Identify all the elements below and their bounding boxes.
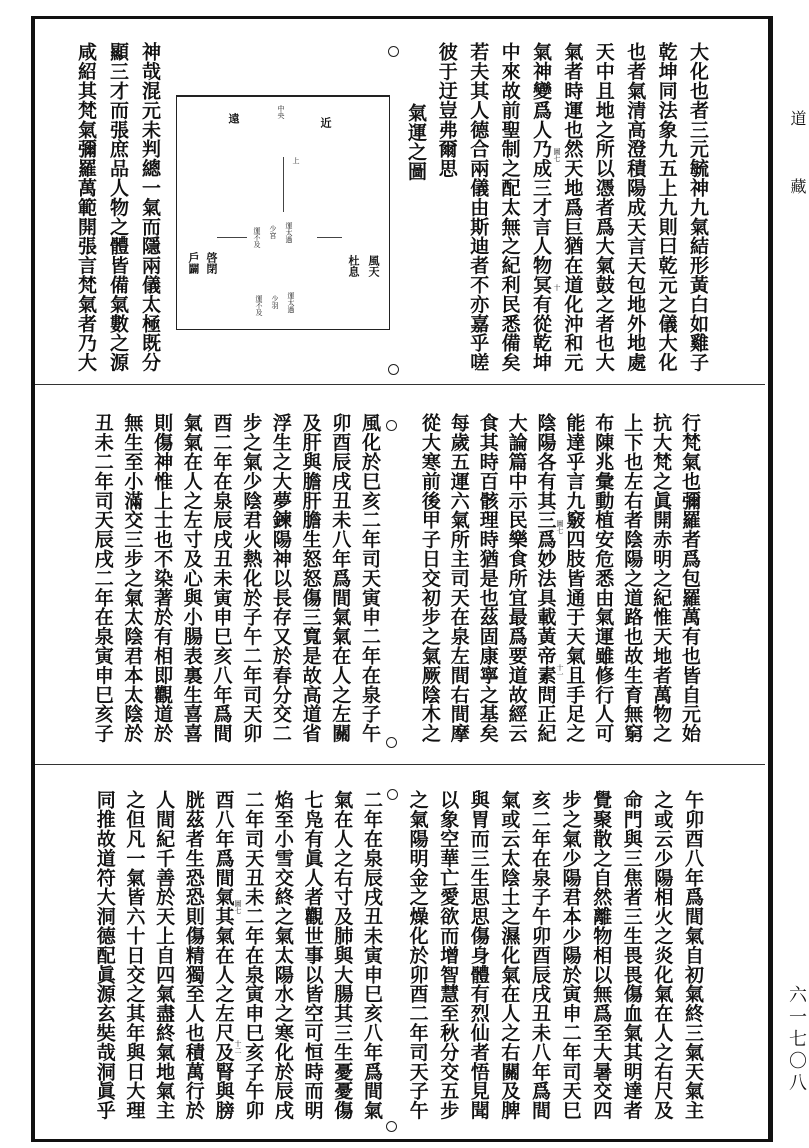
text-column: 顯三才而張庶品人物之體皆備氣數之源 (107, 42, 129, 372)
text-column: 步之氣少陽君本少陽於寅申二年司天巳 (559, 790, 582, 1120)
text-column: 從大寒前後甲子日交初步之氣厥陰木之 (418, 413, 441, 743)
text-column: 神哉混元未判總一氣而隱兩儀太極既分 (139, 42, 161, 372)
diagram-label: 啓閉 (205, 252, 218, 274)
diagram-label: 運不及 (253, 227, 261, 248)
text-column: 陰陽各有其三爲妙法具載黃帝素問正紀 (534, 413, 557, 743)
text-column: 氣在人之右寸及肺與大腸其三生憂憂傷 (331, 790, 354, 1120)
text-column: 氣或云太陰土之濕化氣在人之右關及脾 (498, 790, 521, 1120)
text-column: 與胃而三生思思傷身體有烈仙者悟見聞 (467, 790, 490, 1120)
diagram-label: 運不及 (255, 295, 263, 316)
text-column: 無生至小滿交三步之氣太陰君本太陰於 (121, 413, 144, 743)
text-column: 以象空華亡愛欲而增智慧至秋分交五步 (437, 790, 460, 1120)
text-column: 天中且地之所以憑者爲大氣鼓之者也大 (592, 42, 615, 372)
text-column: 命門與三焦者三生畏畏傷血氣其明達者 (620, 790, 643, 1120)
diagram-label: 風天 (367, 255, 380, 277)
text-column: 若夫其人德合兩儀由斯迪者不亦嘉乎嗟 (467, 42, 490, 372)
fold-circle (388, 364, 399, 375)
text-column: 大化也者三元毓神九氣結形黃白如雞子 (687, 42, 709, 372)
text-column: 焰至小雪交終之氣太陽水之寒化於辰戌 (271, 790, 294, 1120)
folio-marker: 十 (553, 284, 561, 291)
panel-divider (35, 384, 765, 385)
text-column: 抗大梵之眞開赤明之紀惟天地者萬物之 (650, 413, 673, 743)
text-column: 胱茲者生恐恐則傷精獨至人也積萬行於 (182, 790, 205, 1120)
margin-volume: 藏 (788, 178, 807, 194)
text-column: 咸紹其梵氣彌羅萬範開張言梵氣者乃大 (75, 42, 97, 372)
figure-marker: 圖七 (556, 520, 564, 534)
text-column: 上下也左右者陰陽之道路也故生育無窮 (621, 413, 644, 743)
figure-marker: 圖七 (234, 900, 242, 914)
folio-marker: 十二 (234, 1040, 242, 1054)
text-column: 食其時百骸理時猶是也茲固康寧之基矣 (476, 413, 499, 743)
text-column: 風化於巳亥二年司天寅申二年在泉子午 (359, 413, 381, 743)
text-column: 酉二年在泉辰戌丑未寅申巳亥八年爲間 (210, 413, 233, 743)
text-column: 氣氣在人之左寸及心與小腸表裏生喜喜 (180, 413, 203, 743)
diagram-label: 戶闢 (187, 252, 200, 274)
text-column: 布陳兆彙動植安危悉由氣運雖修行人可 (592, 413, 615, 743)
diagram-label: 運太過 (285, 222, 293, 243)
text-column: 卯酉辰戌丑未八年爲間氣氣在人之左關 (329, 413, 352, 743)
diagram-label: 運太過 (287, 292, 295, 313)
text-column: 酉八年爲間氣其氣在人之左尺及腎與膀 (212, 790, 235, 1120)
diagram-label: 中央 (277, 105, 285, 119)
text-column: 二年在泉辰戌丑未寅申巳亥八年爲間氣 (361, 790, 383, 1120)
text-column: 中來故前聖制之配太無之紀利民悉備矣 (498, 42, 521, 372)
fold-circle (386, 420, 397, 431)
text-column: 覺聚散之自然離物相以無爲至大暑交四 (590, 790, 613, 1120)
text-column: 氣者時運也然天地爲巨猶在道化沖和元 (561, 42, 584, 372)
text-column: 每歲五運六氣所主司天在泉左間右間摩 (447, 413, 470, 743)
qi-yun-diagram (176, 95, 390, 330)
page-number: 六一七〇八 (786, 985, 807, 1095)
text-column: 乾坤同法象九五上九則曰乾元之儀大化 (655, 42, 678, 372)
text-column: 氣神變爲人乃成三才言人物冥有從乾坤 (530, 42, 552, 372)
text-column: 彼于迂豈弗爾思 (435, 42, 458, 178)
margin-book-title: 道 (788, 110, 807, 126)
fold-circle (388, 46, 399, 57)
diagram-title: 氣運之圖 (405, 103, 427, 181)
fold-circle (386, 1121, 397, 1132)
figure-marker: 圖七 (553, 148, 561, 162)
text-column: 同推故道符大洞德配眞源玄奘哉洞眞乎 (93, 790, 116, 1120)
fold-circle (387, 789, 398, 800)
text-column: 步之氣少陰君火熱化於子午二年司天卯 (240, 413, 263, 743)
text-column: 之或云少陽相火之炎化氣在人之右尺及 (651, 790, 674, 1120)
fold-circle (386, 737, 397, 748)
diagram-label: 少宮 (269, 225, 277, 239)
text-column: 七凫有眞人者觀世事以皆空可恒時而明 (301, 790, 324, 1120)
panel-divider (35, 764, 765, 765)
text-column: 午卯酉八年爲間氣自初氣終三氣天氣主 (682, 790, 704, 1120)
text-column: 二年司天丑未二年在泉寅申巳亥子午卯 (242, 790, 265, 1120)
text-column: 大論篇中示民樂食所宜最爲要道故經云 (505, 413, 528, 743)
text-column: 之但凡一氣皆六十日交之其年與日大理 (123, 790, 146, 1120)
text-column: 亥二年在泉子午卯酉辰戌丑未八年爲間 (529, 790, 551, 1120)
text-column: 人間紀千善於天上自四氣盡終氣地氣主 (153, 790, 176, 1120)
folio-marker: 十一 (556, 664, 564, 678)
diagram-label: 上 (292, 157, 300, 164)
text-column: 則傷神惟上士也不染著於有相即觀道於 (151, 413, 174, 743)
text-column: 及肝與膽肝膽生怒怒傷三寬是故高道省 (299, 413, 322, 743)
diagram-label: 遠 (227, 113, 240, 124)
diagram-label: 近 (319, 117, 332, 128)
text-column: 能達乎言九竅四肢皆通于天氣且手足之 (563, 413, 586, 743)
text-column: 丑未二年司天辰戌二年在泉寅申巳亥子 (91, 413, 114, 743)
text-column: 之氣陽明金之燥化於卯酉二年司天子午 (406, 790, 429, 1120)
text-column: 也者氣清高澄積陽成天言天包地外地處 (624, 42, 647, 372)
text-column: 浮生之大夢鍊陽神以長存又於春分交二 (269, 413, 292, 743)
text-column: 行梵氣也彌羅者爲包羅萬有也皆自元始 (679, 413, 701, 743)
diagram-label: 少羽 (271, 295, 279, 309)
diagram-label: 杜息 (347, 255, 360, 277)
